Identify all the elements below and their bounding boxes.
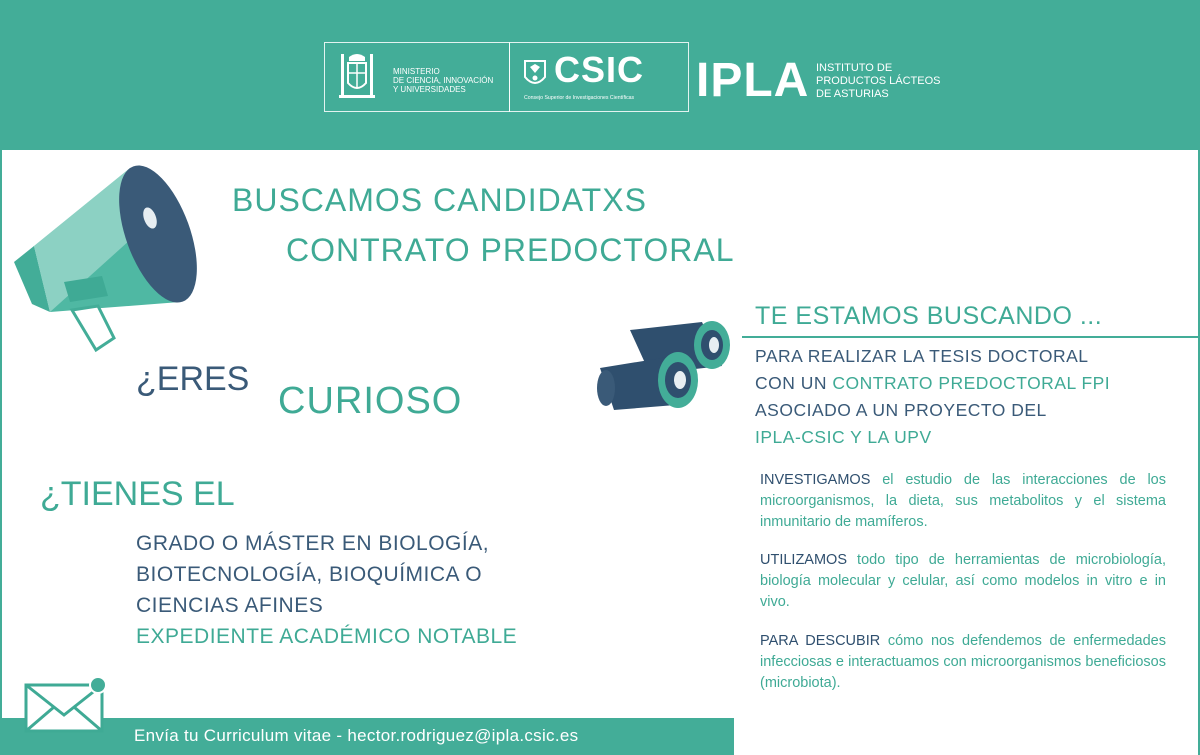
ministerio-line: Y UNIVERSIDADES: [393, 85, 466, 94]
csic-name: CSIC: [554, 49, 645, 90]
ipla-desc-line: DE ASTURIAS: [816, 88, 889, 100]
ipla-name: IPLA: [696, 54, 810, 107]
ipla-desc-line: INSTITUTO DE: [816, 62, 893, 74]
paragraph-keyword: PARA DESCUBIR: [760, 633, 881, 649]
envelope-icon: [22, 673, 114, 735]
tienes-text: ¿TIENES EL: [40, 475, 235, 513]
buscando-title: TE ESTAMOS BUSCANDO ...: [755, 302, 1103, 330]
binoculars-icon: [590, 320, 740, 415]
paragraph-keyword: UTILIZAMOS: [760, 552, 848, 568]
ministerio-text: [393, 67, 493, 94]
descubrir-paragraph: [760, 631, 1166, 694]
buscando-divider: [742, 336, 1200, 338]
coat-of-arms-icon: [337, 51, 377, 103]
csic-emblem-icon: [522, 59, 548, 89]
requirement-line: BIOTECNOLOGÍA, BIOQUÍMICA O: [136, 563, 483, 586]
ipla-upv-highlight: IPLA-CSIC Y LA UPV: [755, 427, 932, 447]
paragraph-keyword: INVESTIGAMOS: [760, 472, 871, 488]
paragraph-text: cómo nos defendemos de enfermedades infecciosas e interactuamos con microorganismos beneficiosos (microbiota).: [760, 633, 1166, 691]
ipla-description: [816, 62, 941, 101]
tesis-line: PARA REALIZAR LA TESIS DOCTORAL: [755, 346, 1089, 366]
tesis-line: [755, 370, 1110, 397]
utilizamos-paragraph: [760, 550, 1166, 613]
footer-contact-text[interactable]: Envía tu Curriculum vitae - hector.rodriguez@ipla.csic.es: [134, 726, 579, 745]
investigamos-paragraph: [760, 470, 1166, 533]
headline-line1: BUSCAMOS CANDIDATXS: [232, 182, 647, 218]
expediente-line: EXPEDIENTE ACADÉMICO NOTABLE: [136, 625, 518, 648]
megaphone-icon: [10, 162, 210, 357]
tesis-line: ASOCIADO A UN PROYECTO DEL: [755, 400, 1047, 420]
csic-subtitle: Consejo Superior de Investigaciones Científicas: [524, 95, 635, 101]
requirements-block: [136, 528, 517, 652]
ipla-desc-line: PRODUCTOS LÁCTEOS: [816, 75, 941, 87]
paragraph-text: el estudio de las interacciones de los microorganismos, la dieta, sus metabolitos y el sistema inmunitario de mamíferos.: [760, 472, 1166, 530]
eres-text: ¿ERES: [136, 360, 250, 398]
ministerio-line: DE CIENCIA, INNOVACIÓN: [393, 76, 494, 85]
tesis-line-prefix: CON UN: [755, 373, 833, 393]
csic-logo: [509, 42, 689, 112]
paragraph-text: todo tipo de herramientas de microbiología, biología molecular y celular, así como modelos in vitro e in vivo.: [760, 552, 1166, 610]
requirement-line: GRADO O MÁSTER EN BIOLOGÍA,: [136, 532, 490, 555]
header-banner: [0, 0, 1200, 150]
tesis-block: [755, 343, 1110, 451]
contrato-highlight: CONTRATO PREDOCTORAL FPI: [832, 373, 1111, 393]
headline-line2: CONTRATO PREDOCTORAL: [286, 232, 735, 268]
requirement-line: CIENCIAS AFINES: [136, 594, 324, 617]
curioso-text: CURIOSO: [278, 380, 463, 422]
ministerio-line: MINISTERIO: [393, 67, 440, 76]
ministerio-logo: [324, 42, 510, 112]
